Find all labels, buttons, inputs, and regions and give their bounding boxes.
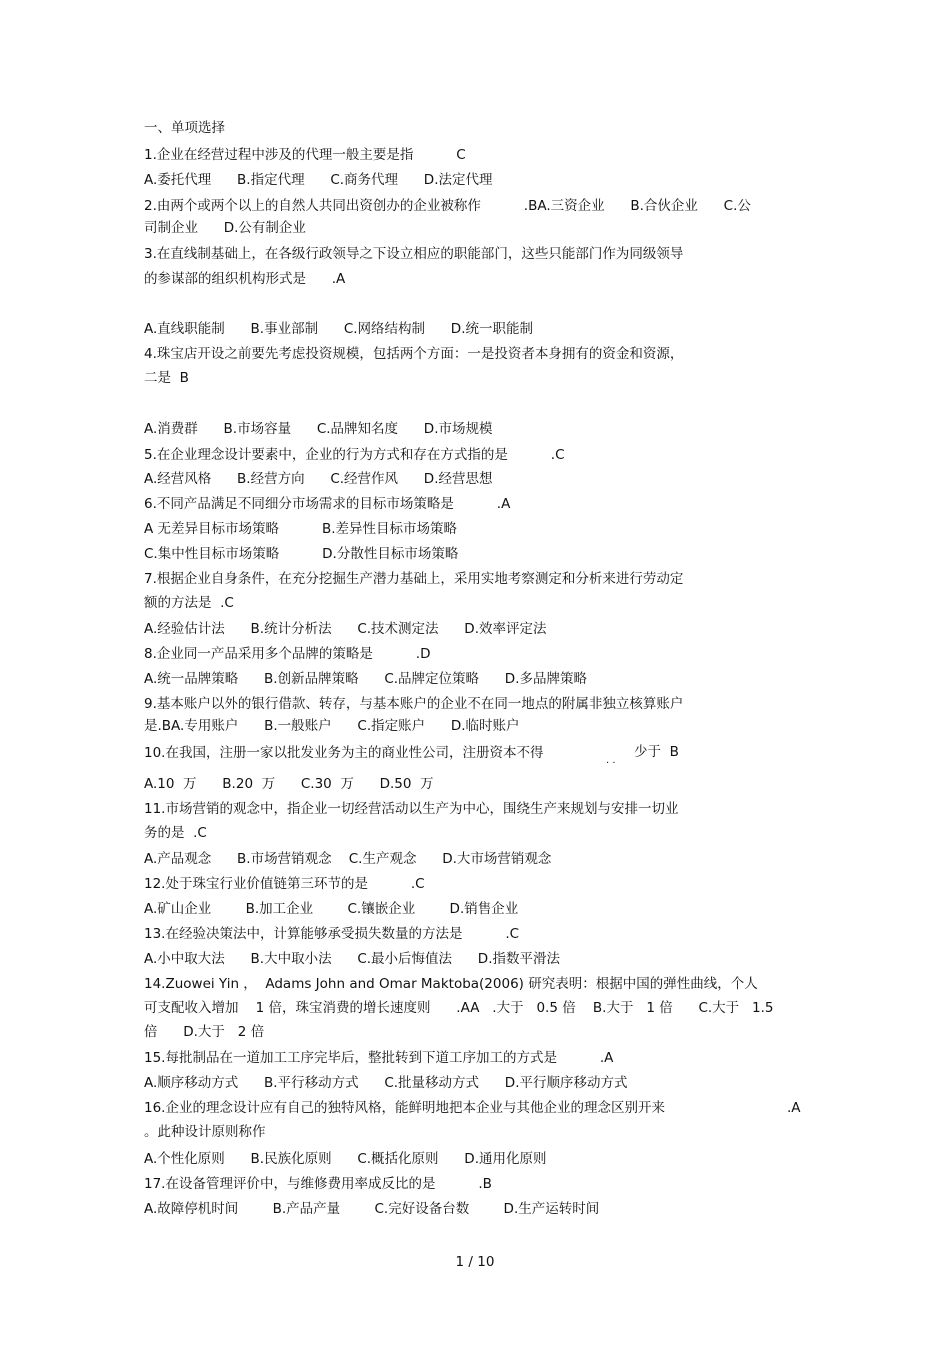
question-10-options: A.10 万 B.20 万 C.30 万 D.50 万 [144, 776, 434, 792]
question-15: 15.每批制品在一道加工工序完毕后，整批转到下道工序加工的方式是 .A [144, 1050, 614, 1066]
question-3-options: A.直线职能制 B.事业部制 C.网络结构制 D.统一职能制 [144, 321, 533, 337]
question-17-options: A.故障停机时间 B.产品产量 C.完好设备台数 D.生产运转时间 [144, 1201, 600, 1217]
question-9-cont: 是.BA.专用账户 B.一般账户 C.指定账户 D.临时账户 [144, 718, 520, 734]
section-title: 一、单项选择 [144, 120, 225, 136]
question-1: 1.企业在经营过程中涉及的代理一般主要是指 C [144, 147, 466, 163]
question-4: 4.珠宝店开设之前要先考虑投资规模，包括两个方面：一是投资者本身拥有的资金和资源， [144, 346, 684, 362]
question-3: 3.在直线制基础上，在各级行政领导之下设立相应的职能部门，这些只能部门作为同级领导 [144, 246, 684, 262]
question-14-cont-2: 倍 D.大于 2 倍 [144, 1024, 265, 1040]
question-1-options: A.委托代理 B.指定代理 C.商务代理 D.法定代理 [144, 172, 493, 188]
question-16-answer: .A [787, 1100, 801, 1116]
question-5: 5.在企业理念设计要素中，企业的行为方式和存在方式指的是 .C [144, 447, 565, 463]
question-3-cont: 的参谋部的组织机构形式是 .A [144, 271, 346, 287]
question-6: 6.不同产品满足不同细分市场需求的目标市场策略是 .A [144, 496, 511, 512]
question-10-dots: . . [606, 755, 616, 766]
question-16-cont: 。此种设计原则称作 [144, 1124, 266, 1140]
question-13: 13.在经验决策法中，计算能够承受损失数量的方法是 .C [144, 926, 520, 942]
question-11: 11.市场营销的观念中，指企业一切经营活动以生产为中心，围绕生产来规划与安排一切业 [144, 801, 679, 817]
page-number: 1 / 10 [455, 1254, 495, 1270]
question-4-options: A.消费群 B.市场容量 C.品牌知名度 D.市场规模 [144, 421, 493, 437]
question-2-cont: 司制企业 D.公有制企业 [144, 220, 306, 236]
question-17: 17.在设备管理评价中，与维修费用率成反比的是 .B [144, 1176, 492, 1192]
question-4-cont: 二是 B [144, 370, 189, 386]
question-2: 2.由两个或两个以上的自然人共同出资创办的企业被称作 .BA.三资企业 B.合伙企业 C.公 [144, 198, 751, 214]
question-7-options: A.经验估计法 B.统计分析法 C.技术测定法 D.效率评定法 [144, 621, 547, 637]
question-11-options: A.产品观念 B.市场营销观念 C.生产观念 D.大市场营销观念 [144, 851, 552, 867]
question-14: 14.Zuowei Yin ， Adams John and Omar Maktoba(2006) 研究表明：根据中国的弹性曲线，个人 [144, 976, 758, 992]
question-10-cont: 少于 B [634, 744, 679, 760]
question-5-options: A.经营风格 B.经营方向 C.经营作风 D.经营思想 [144, 471, 493, 487]
question-12-options: A.矿山企业 B.加工企业 C.镶嵌企业 D.销售企业 [144, 901, 519, 917]
question-12: 12.处于珠宝行业价值链第三环节的是 .C [144, 876, 425, 892]
question-7-cont: 额的方法是 .C [144, 595, 234, 611]
question-8: 8.企业同一产品采用多个品牌的策略是 .D [144, 646, 431, 662]
question-16-options: A.个性化原则 B.民族化原则 C.概括化原则 D.通用化原则 [144, 1151, 547, 1167]
question-6-options-b: C.集中性目标市场策略 D.分散性目标市场策略 [144, 546, 459, 562]
question-11-cont: 务的是 .C [144, 825, 207, 841]
question-8-options: A.统一品牌策略 B.创新品牌策略 C.品牌定位策略 D.多品牌策略 [144, 671, 587, 687]
question-7: 7.根据企业自身条件，在充分挖掘生产潜力基础上，采用实地考察测定和分析来进行劳动定 [144, 571, 684, 587]
question-9: 9.基本账户以外的银行借款、转存，与基本账户的企业不在同一地点的附属非独立核算账户 [144, 696, 684, 712]
question-13-options: A.小中取大法 B.大中取小法 C.最小后悔值法 D.指数平滑法 [144, 951, 560, 967]
question-10: 10.在我国，注册一家以批发业务为主的商业性公司，注册资本不得 [144, 745, 544, 761]
question-15-options: A.顺序移动方式 B.平行移动方式 C.批量移动方式 D.平行顺序移动方式 [144, 1075, 628, 1091]
question-14-cont: 可支配收入增加 1 倍，珠宝消费的增长速度则 .AA .大于 0.5 倍 B.大于 1 倍 C.大于 1.5 [144, 1000, 774, 1016]
question-6-options-a: A 无差异目标市场策略 B.差异性目标市场策略 [144, 521, 457, 537]
question-16: 16.企业的理念设计应有自己的独特风格，能鲜明地把本企业与其他企业的理念区别开来 [144, 1100, 665, 1116]
